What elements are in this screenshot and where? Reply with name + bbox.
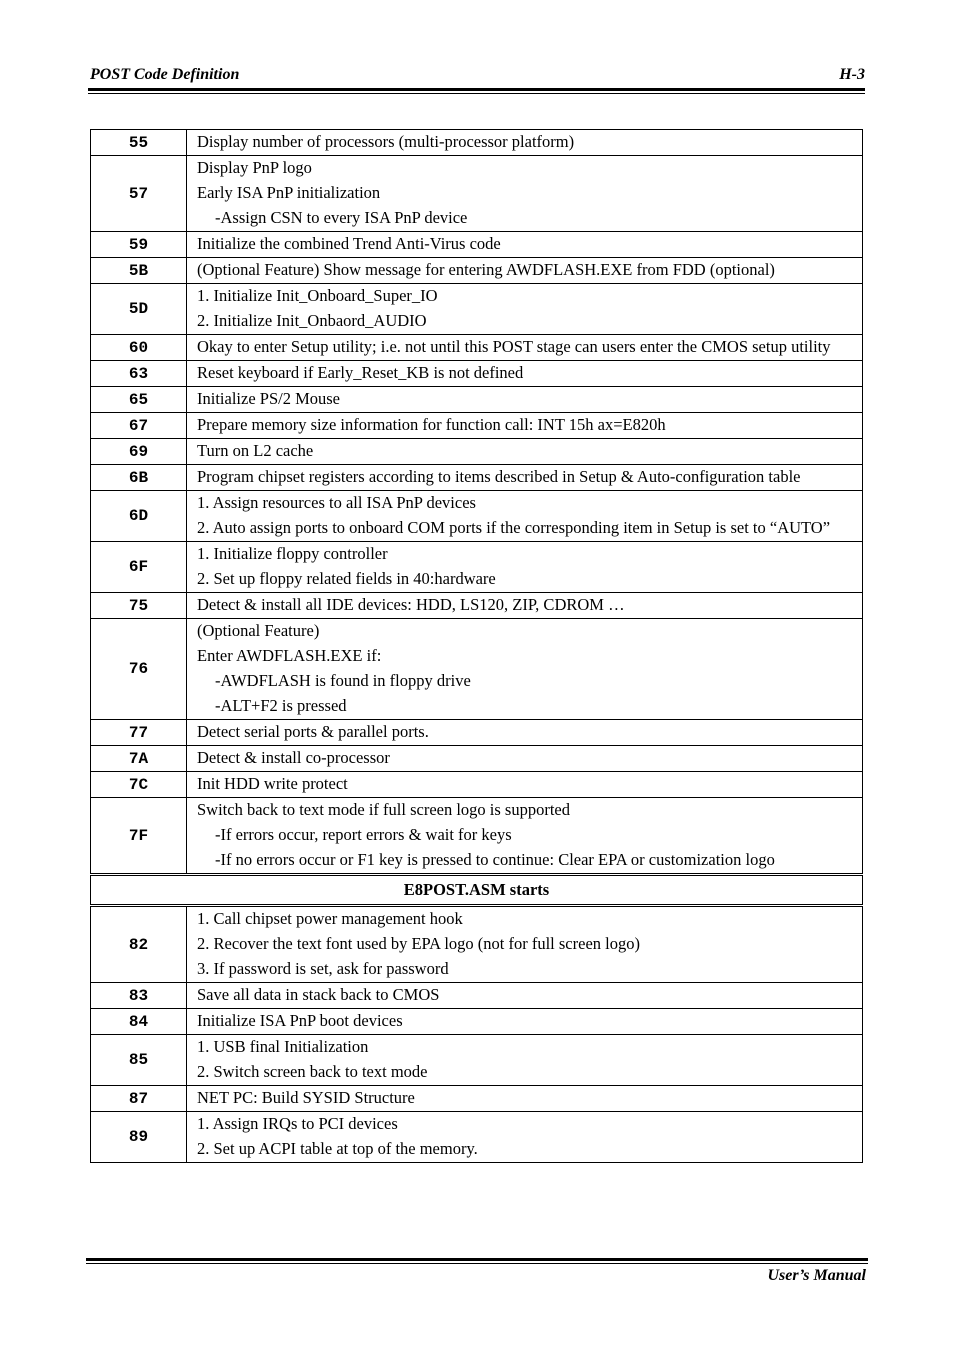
description-line: 2. Set up ACPI table at top of the memory. (197, 1139, 478, 1158)
description-line: 1. Initialize floppy controller (197, 544, 388, 563)
description-line: 2. Switch screen back to text mode (197, 1062, 428, 1081)
post-description (187, 593, 863, 619)
description-line: 2. Set up floppy related fields in 40:hardware (197, 569, 496, 588)
description-line: 2. Initialize Init_Onbaord_AUDIO (197, 311, 427, 330)
header-title: POST Code Definition (90, 66, 240, 83)
table-row (91, 1112, 863, 1163)
description-line: 2. Recover the text font used by EPA logo (not for full screen logo) (197, 934, 640, 953)
description-line: -ALT+F2 is pressed (215, 696, 347, 715)
post-code: 75 (91, 593, 187, 619)
post-code: 82 (91, 906, 187, 983)
post-code: 7A (91, 746, 187, 772)
table-row (91, 156, 863, 232)
footer-text: User’s Manual (767, 1267, 866, 1284)
description-line: Detect serial ports & parallel ports. (197, 722, 429, 741)
post-description (187, 258, 863, 284)
post-description (187, 130, 863, 156)
description-line: Display number of processors (multi-processor platform) (197, 132, 575, 151)
description-line: 1. USB final Initialization (197, 1037, 369, 1056)
section-heading: E8POST.ASM starts (91, 875, 863, 906)
post-description (187, 1009, 863, 1035)
table-row (91, 491, 863, 542)
description-line: -If no errors occur or F1 key is pressed to continue: Clear EPA or customization logo (215, 850, 775, 869)
post-code: 57 (91, 156, 187, 232)
post-code: 69 (91, 439, 187, 465)
post-code: 7C (91, 772, 187, 798)
post-description (187, 798, 863, 875)
post-code: 85 (91, 1035, 187, 1086)
table-row (91, 1086, 863, 1112)
table-row (91, 1009, 863, 1035)
description-line: -Assign CSN to every ISA PnP device (215, 208, 468, 227)
table-row (91, 258, 863, 284)
post-code: 63 (91, 361, 187, 387)
post-description (187, 772, 863, 798)
post-description (187, 1112, 863, 1163)
page-header (88, 64, 865, 86)
post-description (187, 156, 863, 232)
post-code: 5D (91, 284, 187, 335)
table-row (91, 387, 863, 413)
description-line: Enter AWDFLASH.EXE if: (197, 646, 382, 665)
description-line: Reset keyboard if Early_Reset_KB is not defined (197, 363, 524, 382)
description-line: 1. Call chipset power management hook (197, 909, 463, 928)
description-line: Okay to enter Setup utility; i.e. not until this POST stage can users enter the CMOS setup utility (197, 337, 831, 356)
header-rule (88, 88, 865, 91)
table-row (91, 983, 863, 1009)
post-code: 84 (91, 1009, 187, 1035)
table-row (91, 746, 863, 772)
description-line: 3. If password is set, ask for password (197, 959, 449, 978)
table-row (91, 798, 863, 875)
description-line: Initialize ISA PnP boot devices (197, 1011, 403, 1030)
post-description (187, 542, 863, 593)
table-row (91, 1035, 863, 1086)
table-row (91, 361, 863, 387)
post-description (187, 491, 863, 542)
table-row (91, 413, 863, 439)
description-line: Init HDD write protect (197, 774, 348, 793)
post-code: 60 (91, 335, 187, 361)
table-row (91, 542, 863, 593)
table-row (91, 439, 863, 465)
post-description (187, 983, 863, 1009)
post-code: 7F (91, 798, 187, 875)
table-row (91, 130, 863, 156)
post-code: 59 (91, 232, 187, 258)
table-row (91, 619, 863, 720)
post-code: 77 (91, 720, 187, 746)
description-line: (Optional Feature) Show message for entering AWDFLASH.EXE from FDD (optional) (197, 260, 775, 279)
post-description (187, 413, 863, 439)
post-description (187, 387, 863, 413)
post-code: 83 (91, 983, 187, 1009)
description-line: -AWDFLASH is found in floppy drive (215, 671, 471, 690)
table-row (91, 720, 863, 746)
table-row (91, 232, 863, 258)
post-description (187, 232, 863, 258)
description-line: Early ISA PnP initialization (197, 183, 381, 202)
post-description (187, 361, 863, 387)
post-code: 76 (91, 619, 187, 720)
description-line: Save all data in stack back to CMOS (197, 985, 440, 1004)
header-rule-thin (88, 93, 865, 94)
table-row (91, 335, 863, 361)
description-line: Initialize the combined Trend Anti-Virus code (197, 234, 501, 253)
post-code: 6B (91, 465, 187, 491)
table-row (91, 593, 863, 619)
post-description (187, 619, 863, 720)
section-row (91, 875, 863, 906)
post-code: 6D (91, 491, 187, 542)
footer-rule-thin (86, 1263, 868, 1264)
post-description (187, 1086, 863, 1112)
description-line: Switch back to text mode if full screen logo is supported (197, 800, 571, 819)
description-line: Program chipset registers according to items described in Setup & Auto-configuration table (197, 467, 801, 486)
description-line: Detect & install co-processor (197, 748, 390, 767)
description-line: NET PC: Build SYSID Structure (197, 1088, 415, 1107)
post-code: 87 (91, 1086, 187, 1112)
description-line: 1. Assign IRQs to PCI devices (197, 1114, 398, 1133)
description-line: (Optional Feature) (197, 621, 320, 640)
description-line: Detect & install all IDE devices: HDD, LS120, ZIP, CDROM … (197, 595, 625, 614)
page-number: H-3 (839, 66, 865, 83)
post-code: 65 (91, 387, 187, 413)
table-row (91, 284, 863, 335)
post-description (187, 335, 863, 361)
description-line: Turn on L2 cache (197, 441, 314, 460)
post-code: 5B (91, 258, 187, 284)
table-row (91, 772, 863, 798)
post-code: 6F (91, 542, 187, 593)
post-description (187, 439, 863, 465)
description-line: 2. Auto assign ports to onboard COM ports if the corresponding item in Setup is set to “AUTO” (197, 518, 831, 537)
description-line: 1. Initialize Init_Onboard_Super_IO (197, 286, 438, 305)
post-description (187, 746, 863, 772)
description-line: -If errors occur, report errors & wait for keys (215, 825, 512, 844)
description-line: Display PnP logo (197, 158, 312, 177)
post-description (187, 284, 863, 335)
post-description (187, 1035, 863, 1086)
post-code-table (90, 129, 863, 1163)
table-row (91, 465, 863, 491)
post-code: 89 (91, 1112, 187, 1163)
description-line: Initialize PS/2 Mouse (197, 389, 340, 408)
post-description (187, 720, 863, 746)
table-row (91, 906, 863, 983)
post-description (187, 906, 863, 983)
post-code: 67 (91, 413, 187, 439)
description-line: 1. Assign resources to all ISA PnP devices (197, 493, 476, 512)
post-code: 55 (91, 130, 187, 156)
footer-rule (86, 1258, 868, 1261)
post-description (187, 465, 863, 491)
description-line: Prepare memory size information for function call: INT 15h ax=E820h (197, 415, 666, 434)
